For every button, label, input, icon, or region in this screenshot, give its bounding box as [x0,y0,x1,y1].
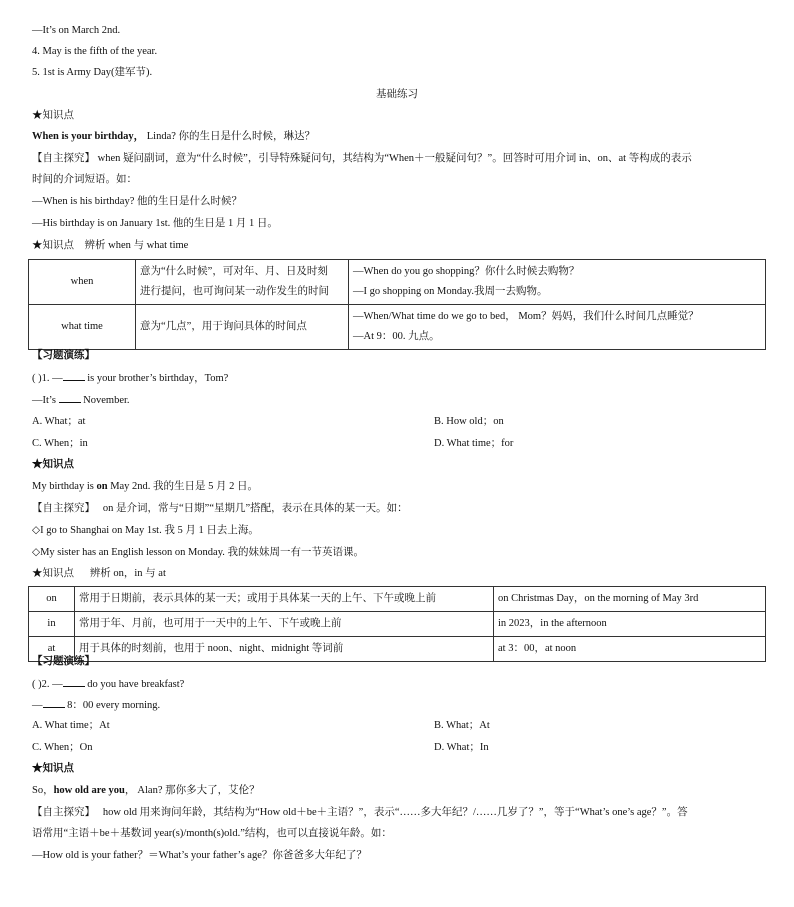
intro-line-2: 4. May is the fifth of the year. [32,46,158,57]
answer-blank [43,698,65,708]
explore-text: when 疑问副词，意为“什么时候”，引导特殊疑问句，其结构为“When＋一般疑问句？”。回答时可用介词 in、on、at 等构成的表示 [97,153,692,164]
intro-line-1: —It’s on March 2nd. [32,25,121,36]
answer-text: — [32,700,43,711]
example-sentence-1: —When is his birthday? 他的生日是什么时候？ [32,196,242,207]
example-translation: 你的生日是什么时候，琳达？ [178,131,316,142]
table-row [29,587,766,612]
explore-line-1 [32,806,766,820]
example-sentence-1: ◇I go to Shanghai on May 1st. 我 5 月 1 日去上海。 [32,525,259,536]
option-b[interactable]: B. What；At [434,720,490,731]
example-keyword: how old are you [53,785,125,796]
question-number: ( )2. — [32,679,63,690]
table-cell-word: what time [29,305,136,350]
example-text: My birthday is [32,481,97,492]
question-text: is your brother’s birthday，Tom? [84,373,229,384]
explore-line-2: 语常用“主语＋be＋基数词 year(s)/month(s)old.”结构，也可以直接说年龄。如： [32,828,392,839]
question-2-stem [32,677,766,692]
answer-text: November. [80,395,130,406]
example-sentence-2: ◇My sister has an English lesson on Monday. 我的妹妹周一有一节英语课。 [32,547,365,558]
section-heading: 基础练习 [376,89,418,100]
table-cell-word: when [29,260,136,305]
question-number: ( )1. — [32,373,63,384]
example-line: —When do you go shopping？你什么时候去购物？ [353,266,580,277]
question-1-stem [32,371,766,386]
explore-line-2: 时间的介词短语。如： [32,174,137,185]
question-1-answer [32,393,766,408]
explore-label: 【自主探究】 [32,807,95,818]
knowledge-point-tag: ★知识点 [32,110,74,121]
options-row-1 [32,415,766,429]
table-cell-word: on [29,587,75,612]
example-text: May 2nd. 我的生日是 5 月 2 日。 [107,481,259,492]
table-row [29,260,766,305]
on-in-at-table [28,586,766,662]
example-name: Linda? [146,131,176,142]
table-cell-meaning: 意为“几点”，用于询问具体的时间点 [136,305,349,350]
knowledge-example [32,480,766,494]
example-sentence-2: —His birthday is on January 1st. 他的生日是 1 月 1 日。 [32,218,278,229]
knowledge-point-tag: ★知识点 [32,568,74,579]
option-d[interactable]: D. What；In [434,742,489,753]
answer-text: 8：00 every morning. [64,700,161,711]
example-text: ， Alan? 那你多大了，艾伦？ [124,785,260,796]
table-row [29,612,766,637]
knowledge-point-title [32,567,766,581]
explore-line-1 [32,152,766,166]
answer-blank [63,677,85,687]
table-cell-meaning: 常用于年、月前，也可用于一天中的上午、下午或晚上前 [75,612,494,637]
example-line: —When/What time do we go to bed， Mom？妈妈，我们什么时间几点睡觉？ [353,311,699,322]
options-row-2 [32,437,766,451]
table-cell-example: on Christmas Day，on the morning of May 3rd [494,587,766,612]
table-cell-meaning: 常用于日期前，表示具体的某一天；或用于具体某一天的上午、下午或晚上前 [75,587,494,612]
option-a[interactable]: A. What time；At [32,720,110,731]
table-cell-word: in [29,612,75,637]
knowledge-point-tag: ★知识点 [32,459,74,470]
example-sentence-1: —How old is your father？＝What’s your father’s age？你爸爸多大年纪了？ [32,850,367,861]
example-keyword: on [96,481,108,492]
option-c[interactable]: C. When；On [32,742,93,753]
answer-blank [63,371,85,381]
knowledge-point-title [32,239,766,253]
options-row-2 [32,741,766,755]
knowledge-example [32,784,766,798]
table-cell-meaning: 用于具体的时刻前，也用于 noon、night、midnight 等词前 [75,637,494,662]
meaning-line: 意为“什么时候”，可对年、月、日及时刻 [140,266,328,277]
exercise-label: 【习题演练】 [32,350,95,361]
intro-line-3: 5. 1st is Army Day(建军节). [32,67,153,78]
question-2-answer [32,698,766,713]
explore-label: 【自主探究】 [32,153,95,164]
meaning-line: 进行提问，也可询问某一动作发生的时间 [140,286,329,297]
table-cell-meaning [136,260,349,305]
comparison-title: 辨析 when 与 what time [84,240,189,251]
answer-text: —It’s [32,395,59,406]
table-cell-example [349,260,766,305]
comparison-title: 辨析 on，in 与 at [89,568,166,579]
example-english: When is your birthday， [32,131,145,142]
table-row [29,305,766,350]
table-cell-example [349,305,766,350]
example-text: So， [32,785,54,796]
exercise-label: 【习题演练】 [32,656,95,667]
knowledge-point-tag: ★知识点 [32,763,74,774]
when-whattime-table [28,259,766,350]
option-c[interactable]: C. When；in [32,438,88,449]
example-line: —At 9：00. 九点。 [353,331,440,342]
explore-text: on 是介词，常与“日期”“星期几”搭配，表示在具体的某一天。如： [102,503,408,514]
table-cell-example: in 2023，in the afternoon [494,612,766,637]
explore-line [32,502,766,516]
knowledge-point-tag: ★知识点 [32,240,74,251]
answer-blank [59,393,81,403]
example-line: —I go shopping on Monday.我周一去购物。 [353,286,548,297]
options-row-1 [32,719,766,733]
knowledge-example [32,130,766,144]
table-cell-word: at [29,637,75,662]
table-cell-example: at 3：00，at noon [494,637,766,662]
question-text: do you have breakfast? [84,679,185,690]
explore-text: how old 用来询问年龄，其结构为“How old＋be＋主语？”，表示“……多大年纪？/……几岁了？”，等于“What’s one’s age？”。答 [102,807,688,818]
option-b[interactable]: B. How old；on [434,416,504,427]
option-d[interactable]: D. What time；for [434,438,514,449]
option-a[interactable]: A. What；at [32,416,86,427]
explore-label: 【自主探究】 [32,503,95,514]
